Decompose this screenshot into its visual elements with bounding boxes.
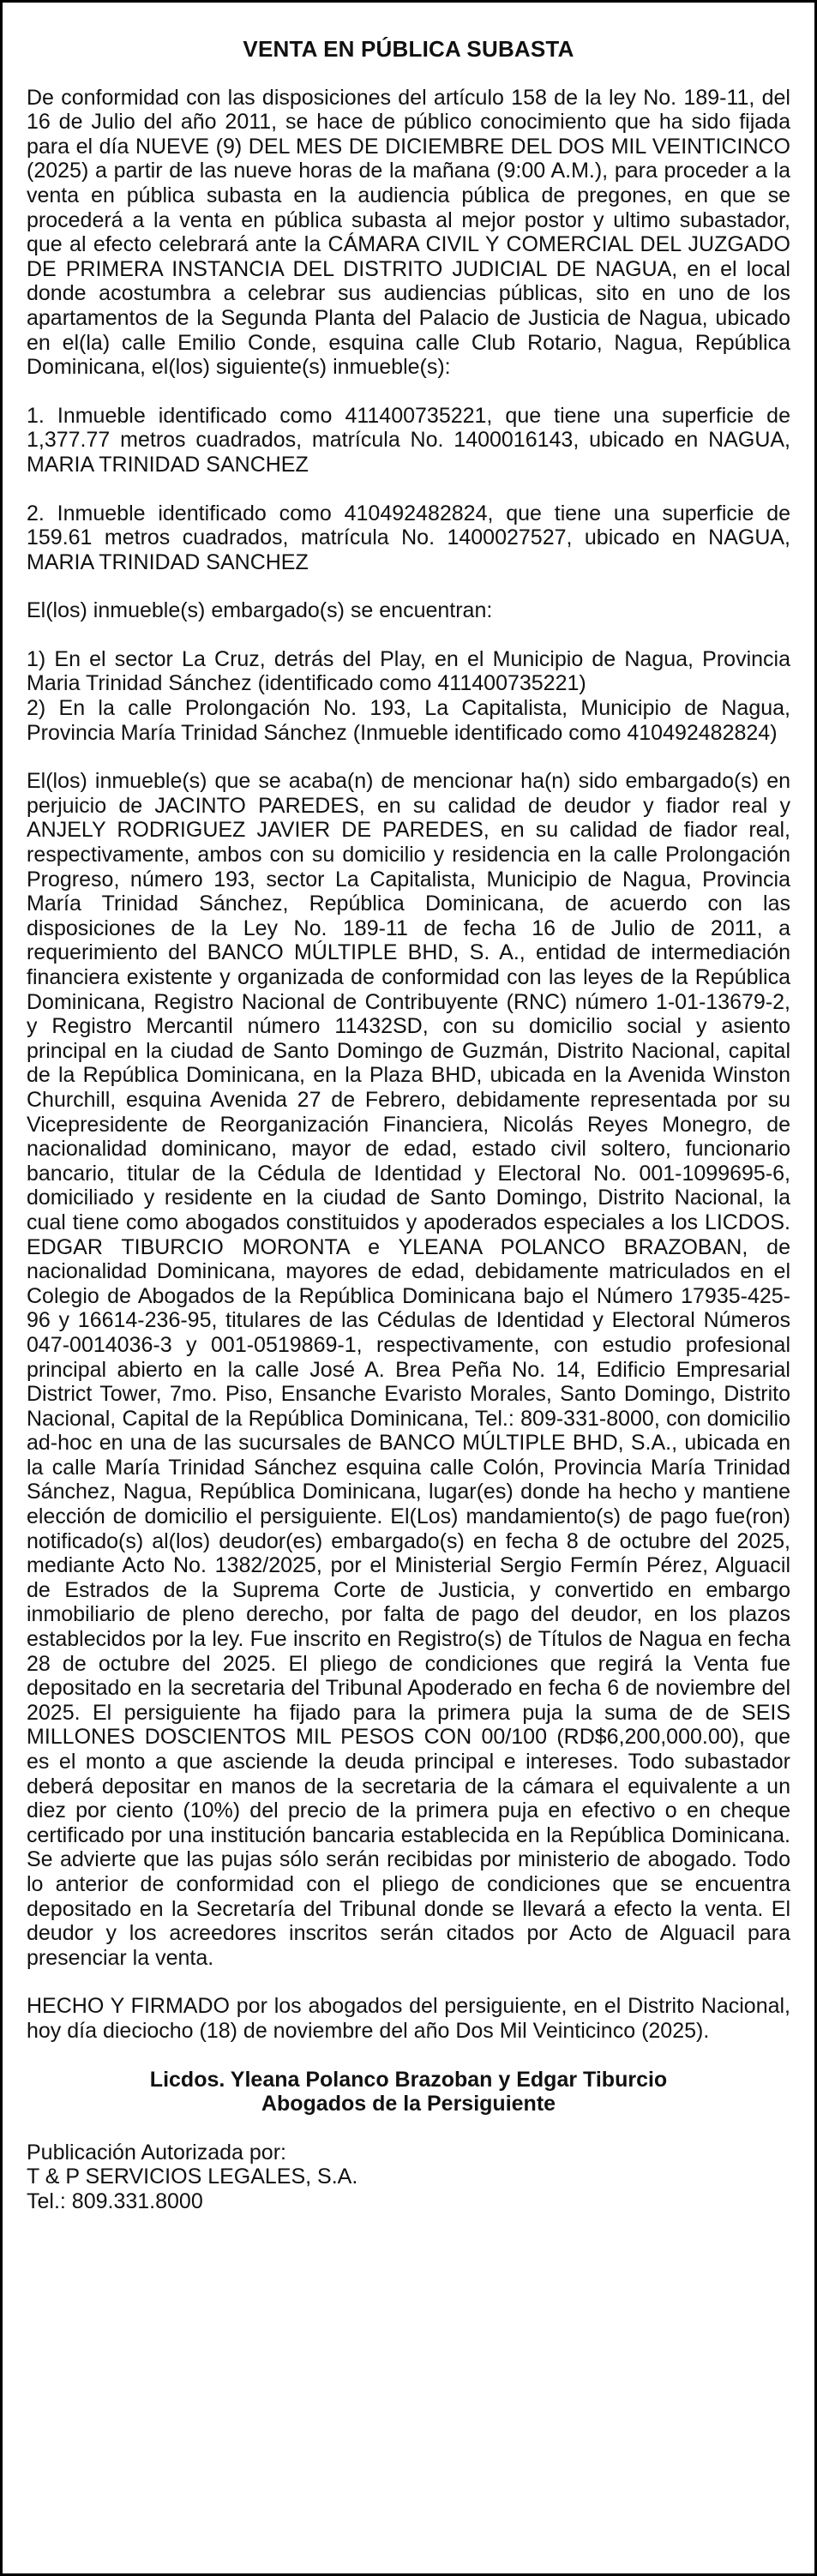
located-heading: El(los) inmueble(s) embargado(s) se encuentran:: [27, 598, 493, 623]
main-body-paragraph: El(los) inmueble(s) que se acaba(n) de mencionar ha(n) sido embargado(s) en perjuicio de JACINTO PAREDES, en su calidad de deudor y fiador real y ANJELY RODRIGUEZ JAVIER DE PAREDES, en su calidad de fiador real, respectivamente, ambos con su domicilio y residencia en la calle Prolongación Progreso, número 193, sector La Capitalista, Municipio de Nagua, Provincia María Trinidad Sánchez, República Dominicana, de acuerdo con las disposiciones de la Ley No. 189-11 de fecha 16 de Julio de 2011, a requerimiento del BANCO MÚLTIPLE BHD, S. A., entidad de intermediación financiera existente y organizada de conformidad con las leyes de la República Dominicana, Registro Nacional de Contribuyente (RNC) número 1-01-13679-2, y Registro Mercantil número 11432SD, con su domicilio social y asiento principal en la ciudad de Santo Domingo de Guzmán, Distrito Nacional, capital de la República Dominicana, en la Plaza BHD, ubicada en la Avenida Winston Churchill, esquina Avenida 27 de Febrero, debidamente representada por su Vicepresidente de Reorganización Financiera, Nicolás Reyes Monegro, de nacionalidad dominicano, mayor de edad, estado civil soltero, funcionario bancario, titular de la Cédula de Identidad y Electoral No. 001-1099695-6, domiciliado y residente en la ciudad de Santo Domingo, Distrito Nacional, la cual tiene como abogados constituidos y apoderados especiales a los LICDOS. EDGAR TIBURCIO MORONTA e YLEANA POLANCO BRAZOBAN, de nacionalidad Dominicana, mayores de edad, debidamente matriculados en el Colegio de Abogados de la República Dominicana bajo el Número 17935-425-96 y 16614-236-95, titulares de las Cédulas de Identidad y Electoral Números 047-0014036-3 y 001-0519869-1, respectivamente, con estudio profesional principal abierto en la calle José A. Brea Peña No. 14, Edificio Empresarial District Tower, 7mo. Piso, Ensanche Evaristo Morales, Santo Domingo, Distrito Nacional, Capital de la República Dominicana, Tel.: 809-331-8000, con domicilio ad-hoc en una de las sucursales de BANCO MÚLTIPLE BHD, S.A., ubicada en la calle María Trinidad Sánchez esquina calle Colón, Provincia María Trinidad Sánchez, Nagua, República Dominicana, lugar(es) donde ha hecho y mantiene elección de domicilio el persiguiente. El(Los) mandamiento(s) de pago fue(ron) notificado(s) al(los) deudor(es) embargado(s) en fecha 8 de octubre del 2025, mediante Acto No. 1382/2025, por el Ministerial Sergio Fermín Pérez, Alguacil de Estrados de la Suprema Corte de Justicia, y convertido en embargo inmobiliario de pleno derecho, por falta de pago del deudor, en los plazos establecidos por la ley. Fue inscrito en Registro(s) de Títulos de Nagua en fecha 28 de octubre del 2025. El pliego de condiciones que regirá la Venta fue depositado en la secretaria del Tribunal Apoderado en fecha 6 de noviembre del 2025. El persiguiente ha fijado para la primera puja la suma de de SEIS MILLONES DOSCIENTOS MIL PESOS CON 00/100 (RD$6,200,000.00), que es el monto a que asciende la deuda principal e intereses. Todo subastador deberá depositar en manos de la secretaria de la cámara el equivalente a un diez por ciento (10%) del precio de la primera puja en efectivo o en cheque certificado por una institución bancaria establecida en la República Dominicana. Se advierte que las pujas sólo serán recibidas por ministerio de abogado. Todo lo anterior de conformidad con el pliego de condiciones que se encuentra depositado en la Secretaría del Tribunal donde se llevará a efecto la venta. El deudor y los acreedores inscritos serán citados por Acto de Alguacil para presenciar la venta.: [27, 769, 790, 1970]
location-2: 2) En la calle Prolongación No. 193, La Capitalista, Municipio de Nagua, Provincia María Trinidad Sánchez (Inmueble identificado como 410492482824): [27, 696, 790, 745]
signature-block: [27, 2068, 790, 2117]
publication-label: Publicación Autorizada por:: [27, 2140, 286, 2165]
signature-role: Abogados de la Persiguiente: [261, 2092, 556, 2117]
publication-block: [27, 2141, 790, 2214]
property-item-1: 1. Inmueble identificado como 411400735221, que tiene una superficie de 1,377.77 metros cuadrados, matrícula No. 1400016143, ubicado en NAGUA, MARIA TRINIDAD SANCHEZ: [27, 403, 790, 477]
publication-company: T & P SERVICIOS LEGALES, S.A.: [27, 2165, 358, 2189]
notice-title: VENTA EN PÚBLICA SUBASTA: [243, 36, 574, 62]
signature-names: Licdos. Yleana Polanco Brazoban y Edgar Tiburcio: [149, 2067, 668, 2092]
property-item-2: 2. Inmueble identificado como 410492482824, que tiene una superficie de 159.61 metros cuadrados, matrícula No. 1400027527, ubicado en NAGUA, MARIA TRINIDAD SANCHEZ: [27, 501, 790, 574]
location-1: 1) En el sector La Cruz, detrás del Play, en el Municipio de Nagua, Provincia Maria Trinidad Sánchez (identificado como 411400735221): [27, 646, 790, 696]
intro-paragraph: De conformidad con las disposiciones del artículo 158 de la ley No. 189-11, del 16 de Julio del año 2011, se hace de público conocimiento que ha sido fijada para el día NUEVE (9) DEL MES DE DICIEMBRE DEL DOS MIL VEINTICINCO (2025) a partir de las nueve horas de la mañana (9:00 A.M.), para proceder a la venta en pública subasta en la audiencia pública de pregones, en que se procederá a la venta en pública subasta al mejor postor y ultimo subastador, que al efecto celebrará ante la CÁMARA CIVIL Y COMERCIAL DEL JUZGADO DE PRIMERA INSTANCIA DEL DISTRITO JUDICIAL DE NAGUA, en el local donde acostumbra a celebrar sus audiencias públicas, sito en uno de los apartamentos de la Segunda Planta del Palacio de Justicia de Nagua, ubicado en el(la) calle Emilio Conde, esquina calle Club Rotario, Nagua, República Dominicana, el(los) siguiente(s) inmueble(s):: [27, 85, 790, 380]
publication-phone: Tel.: 809.331.8000: [27, 2189, 203, 2213]
closing-paragraph: HECHO Y FIRMADO por los abogados del persiguiente, en el Distrito Nacional, hoy día dieciocho (18) de noviembre del año Dos Mil Veinticinco (2025).: [27, 1994, 790, 2043]
